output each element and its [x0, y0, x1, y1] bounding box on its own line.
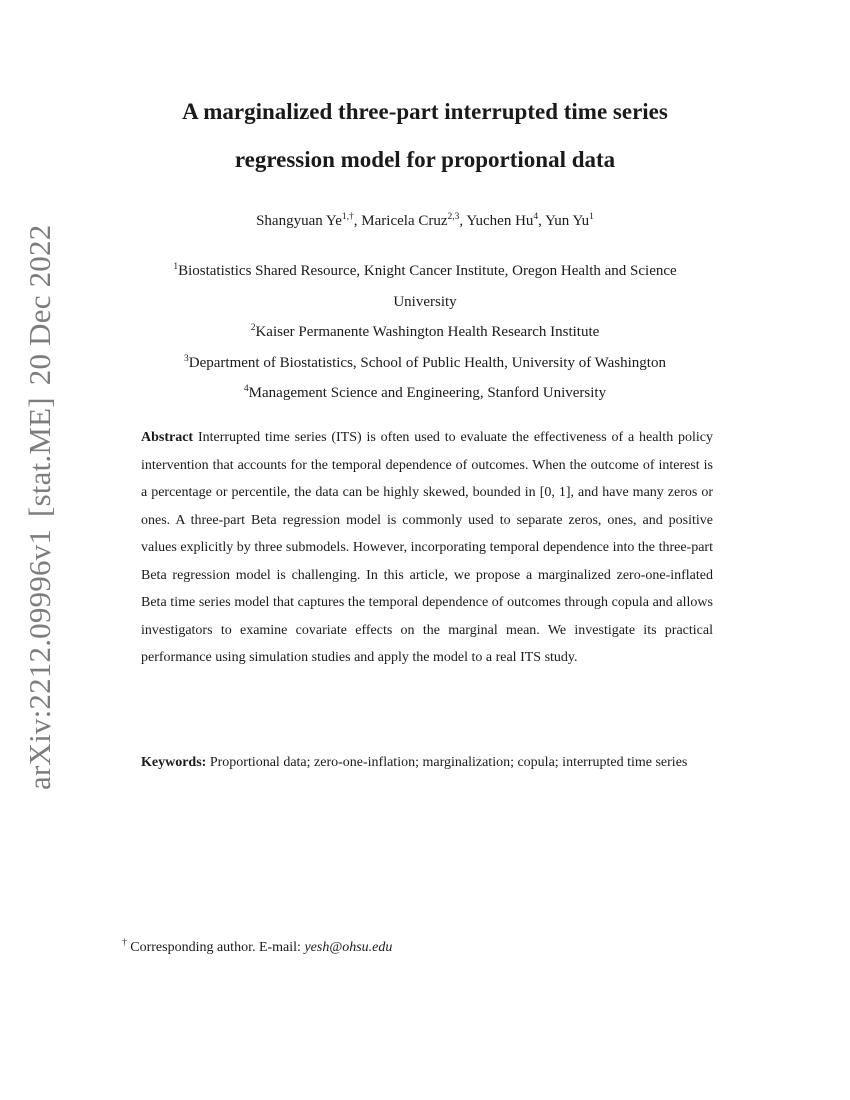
abstract-text: Interrupted time series (ITS) is often used to evaluate the effectiveness of a health policy intervention that accounts for the temporal dependence of outcomes. When the outcome of interest is a percentage or percentile, the data can be highly skewed, bounded in [0, 1], and have many zeros or ones. A three-part Beta regression model is commonly used to separate zeros, ones, and positive values explicitly by three submodels. However, incorporating temporal dependence into the three-part Beta regression model is challenging. In this article, we propose a marginalized zero-one-inflated Beta time series model that captures the temporal dependence of outcomes through copula and allows investigators to examine covariate effects on the marginal mean. We investigate its practical performance using simulation studies and apply the model to a real ITS study. — [141, 430, 714, 665]
affiliation-2: $^2$Kaiser Permanente Washington Health Research Institute — [250, 323, 600, 340]
author-affiliation-mark: 1,† — [341, 212, 354, 222]
arxiv-date: 20 Dec 2022 — [22, 224, 57, 386]
keywords-text: Proportional data; zero-one-inflation; marginalization; copula; interrupted time series — [209, 755, 688, 770]
title-line-2: regression model for proportional data — [234, 147, 616, 172]
arxiv-id[interactable]: arXiv:2212.09996v1 — [22, 528, 57, 790]
keywords — [141, 749, 713, 777]
footnote-text: Corresponding author. E-mail: — [130, 940, 301, 955]
abstract — [141, 424, 713, 672]
author-email-link[interactable]: yesh@ohsu.edu — [304, 940, 393, 955]
author-affiliation-mark: 1 — [589, 212, 594, 222]
affiliation-1: $^1$Biostatistics Shared Resource, Knight Cancer Institute, Oregon Health and Science — [173, 262, 677, 279]
affiliation-4: $^4$Management Science and Engineering, Stanford University — [243, 384, 607, 401]
affiliation-1-continuation: University — [393, 293, 457, 310]
arxiv-category: [stat.ME] — [22, 397, 57, 517]
author-affiliation-mark: 4 — [533, 212, 539, 222]
affiliation-list — [115, 256, 735, 409]
keywords-label: Keywords: — [141, 755, 207, 770]
footnote-mark: † — [122, 938, 127, 948]
arxiv-stamp — [22, 213, 58, 790]
paper-title — [100, 88, 750, 184]
abstract-label: Abstract — [141, 430, 194, 445]
author-name: Maricela Cruz — [361, 213, 448, 229]
title-line-1: A marginalized three-part interrupted time series — [182, 99, 668, 124]
author-name: Yun Yu — [545, 213, 590, 229]
author-name: Yuchen Hu — [466, 213, 534, 229]
author-list: Shangyuan $Ye^{1,\dagger}$, Maricela Cruz$^{2,3}$, Yuchen Hu$^4$, Yun Yu$^1$ — [256, 212, 594, 229]
author-name: Shangyuan Ye — [256, 213, 342, 229]
author-affiliation-mark: 2,3 — [447, 212, 460, 222]
affiliation-3: $^3$Department of Biostatistics, School of Public Health, University of Washington — [184, 353, 666, 371]
corresponding-author-footnote — [122, 940, 742, 956]
